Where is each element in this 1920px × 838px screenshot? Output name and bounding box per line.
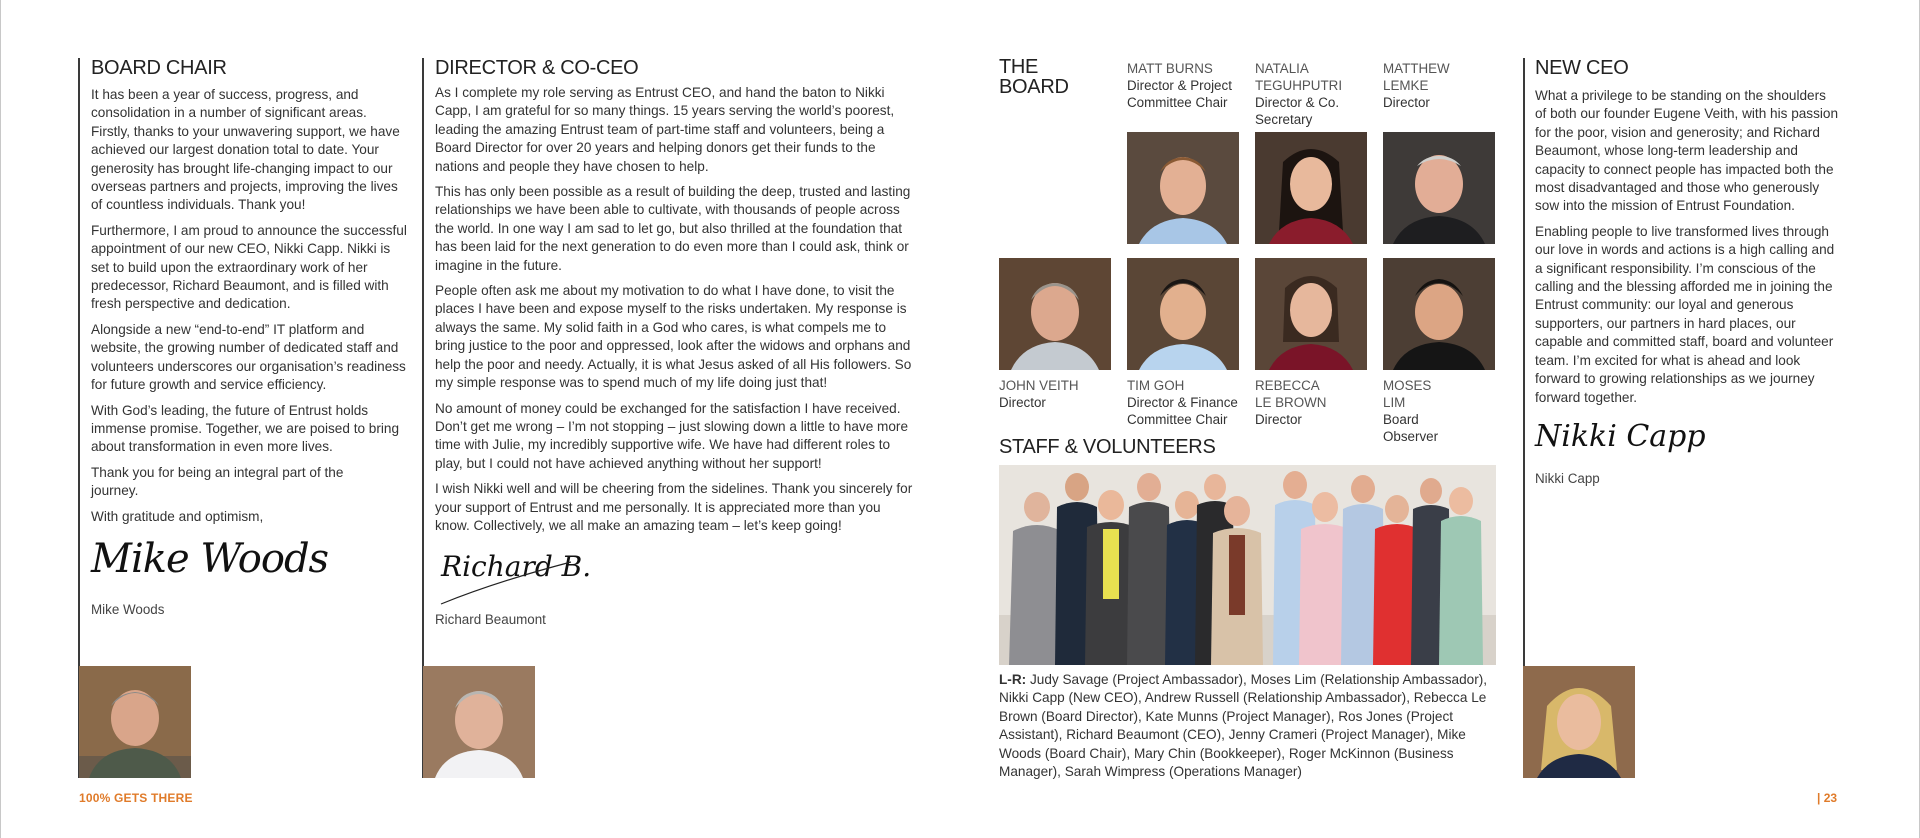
rebecca-le-brown-photo bbox=[1255, 258, 1367, 370]
footer-tagline: 100% GETS THERE bbox=[79, 791, 193, 805]
page-edge-left bbox=[0, 0, 1, 838]
member-name: MATTHEW LEMKE bbox=[1383, 61, 1450, 93]
member-name: TIM GOH bbox=[1127, 378, 1185, 393]
paragraph: No amount of money could be exchanged for the satisfaction I have received. Don’t get me wrong – I’m not stopping – just slowing down a little to have more time with Julie, my incredibly supportive wife. We have had different roles to play, but I could not have achieved anything without her support! bbox=[435, 400, 909, 471]
paragraph: People often ask me about my motivation to do what I have done, to visit the places I have been and expose myself to the risks undertaken. My response is always the same. My solid faith in a God who cares, is what compels me to bring justice to the poor and oppressed, look after the widows and orphans and help the poor and needy. Actually, it is what Jesus asked of all His followers. So my simple response was to spend much of my life doing just that! bbox=[435, 283, 912, 391]
paragraph: It has been a year of success, progress, and consolidation in a number of significant areas. Firstly, thanks to your unwavering support, we have achieved our largest donation total to date. Your generosity has brought life-changing impact to our overseas partners and projects, improving the lives of countless individuals. Thank you! bbox=[91, 87, 400, 213]
matt-burns-photo bbox=[1127, 132, 1239, 244]
tim-goh-photo bbox=[1127, 258, 1239, 370]
director-heading: DIRECTOR & CO-CEO bbox=[435, 57, 639, 79]
board-heading-line1: THE bbox=[999, 56, 1039, 78]
board-member-matthew-lemke bbox=[1383, 60, 1473, 111]
paragraph: With God’s leading, the future of Entrust holds immense promise. Together, we are poised to bring about transformation in even more lives. bbox=[91, 402, 400, 455]
page-number: | 23 bbox=[1817, 791, 1838, 805]
john-veith-photo bbox=[999, 258, 1111, 370]
member-role: Board Observer bbox=[1383, 412, 1439, 444]
board-chair-section bbox=[91, 57, 407, 617]
matthew-lemke-photo bbox=[1383, 132, 1495, 244]
member-name: JOHN VEITH bbox=[999, 378, 1079, 393]
paragraph: As I complete my role serving as Entrust CEO, and hand the baton to Nikki Capp, I am grateful for so many things. 15 years serving the world’s poorest, leading the amazing Entrust team of part-time staff and volunteers, being a Board Director for over 20 years and helping donors get their funds to the nations and people they have chosen to help. bbox=[435, 85, 895, 174]
paragraph: What a privilege to be standing on the shoulders of both our founder Eugene Veith, with his passion for the poor, vision and generosity; and Richard Beaumont, whose long-term leadership and capacity to connect people has impacted both the most disadvantaged and those who generously sow into the mission of Entrust Foundation. bbox=[1535, 88, 1839, 214]
paragraph: Thank you for being an integral part of the journey. bbox=[91, 464, 344, 499]
signer-name: Richard Beaumont bbox=[435, 612, 546, 628]
board-member-moses-lim bbox=[1383, 377, 1453, 445]
paragraph: Enabling people to live transformed lives through our love in words and actions is a high calling and a significant responsibility. I’m conscious of the calling and the blessing afforded me in joining the Entrust community: our loyal and generous supporters, our partners in hard places, our capable and committed staff, board and volunteer team. I’m excited for what is ahead and look forward to growing relationships as we journey forward together. bbox=[1535, 223, 1835, 405]
board-member-tim-goh bbox=[1127, 377, 1245, 428]
staff-caption bbox=[999, 671, 1505, 781]
staff-section bbox=[999, 436, 1499, 458]
richard-beaumont-photo bbox=[423, 666, 535, 778]
member-name: NATALIA TEGUHPUTRI bbox=[1255, 61, 1343, 93]
board-member-natalia bbox=[1255, 60, 1365, 128]
new-ceo-section bbox=[1535, 57, 1841, 486]
signature: Mike Woods bbox=[91, 535, 329, 582]
board-member-rebecca-le-brown bbox=[1255, 377, 1339, 428]
paragraph: Furthermore, I am proud to announce the successful appointment of our new CEO, Nikki Capp. Nikki is set to build upon the extraordinary work of her predecessor, Richard Beaumont, and is filled with fresh perspective and dedication. bbox=[91, 222, 407, 312]
signature: Richard B. bbox=[441, 550, 592, 584]
member-name: MOSES LIM bbox=[1383, 378, 1432, 410]
board-heading-line2: BOARD bbox=[999, 76, 1069, 98]
caption-label: L-R: bbox=[999, 672, 1027, 687]
signature-block bbox=[435, 542, 915, 610]
signer-name: Nikki Capp bbox=[1535, 470, 1600, 486]
mike-woods-photo bbox=[79, 666, 191, 778]
moses-lim-photo bbox=[1383, 258, 1495, 370]
new-ceo-heading: NEW CEO bbox=[1535, 57, 1629, 79]
member-role: Director bbox=[1255, 412, 1302, 427]
member-name: REBECCA LE BROWN bbox=[1255, 378, 1327, 410]
director-section bbox=[435, 57, 915, 627]
member-role: Director & Finance Committee Chair bbox=[1127, 395, 1238, 427]
member-role: Director bbox=[1383, 95, 1430, 110]
board-heading bbox=[999, 57, 1089, 97]
paragraph: This has only been possible as a result of building the deep, trusted and lasting relationships we have been able to cultivate, with thousands of people across the world. In one way I am sad to let go, but also thrilled at the foundation that has been laid for the next generation to do even more than I could ask, think or imagine in the future. bbox=[435, 184, 911, 273]
staff-heading: STAFF & VOLUNTEERS bbox=[999, 436, 1216, 458]
member-role: Director bbox=[999, 395, 1046, 410]
board-member-matt-burns bbox=[1127, 60, 1245, 111]
signature: Nikki Capp bbox=[1535, 418, 1706, 454]
staff-group-photo bbox=[999, 465, 1496, 665]
signature-stroke bbox=[435, 542, 575, 610]
signer-name: Mike Woods bbox=[91, 601, 165, 617]
board-chair-heading: BOARD CHAIR bbox=[91, 57, 227, 79]
member-role: Director & Co. Secretary bbox=[1255, 95, 1340, 127]
board-member-john-veith bbox=[999, 377, 1117, 411]
paragraph: Alongside a new “end-to-end” IT platform and website, the growing number of dedicated staff and volunteers underscores our organisation’s readiness for future growth and service efficiency. bbox=[91, 321, 406, 393]
paragraph: I wish Nikki well and will be cheering from the sidelines. Thank you sincerely for your support of Entrust and me personally. It is appreciated more than you know. Collectively, we all make an amazing team – let’s keep going! bbox=[435, 481, 913, 533]
natalia-teguhputri-photo bbox=[1255, 132, 1367, 244]
paragraph: With gratitude and optimism, bbox=[91, 508, 264, 524]
member-name: MATT BURNS bbox=[1127, 61, 1213, 76]
nikki-capp-photo bbox=[1523, 666, 1635, 778]
member-role: Director & Project Committee Chair bbox=[1127, 78, 1232, 110]
caption-text: Judy Savage (Project Ambassador), Moses Lim (Relationship Ambassador), Nikki Capp (New CEO), Andrew Russell (Relationship Ambassador), Rebecca Le Brown (Board Director), Kate Munns (Project Manager), Ros Jones (Project Assistant), Richard Beaumont (CEO), Jenny Crameri (Project Manager), Mike Woods (Board Chair), Mary Chin (Bookkeeper), Roger McKinnon (Business Manager), Sarah Wimpress (Operations Manager) bbox=[999, 672, 1488, 780]
